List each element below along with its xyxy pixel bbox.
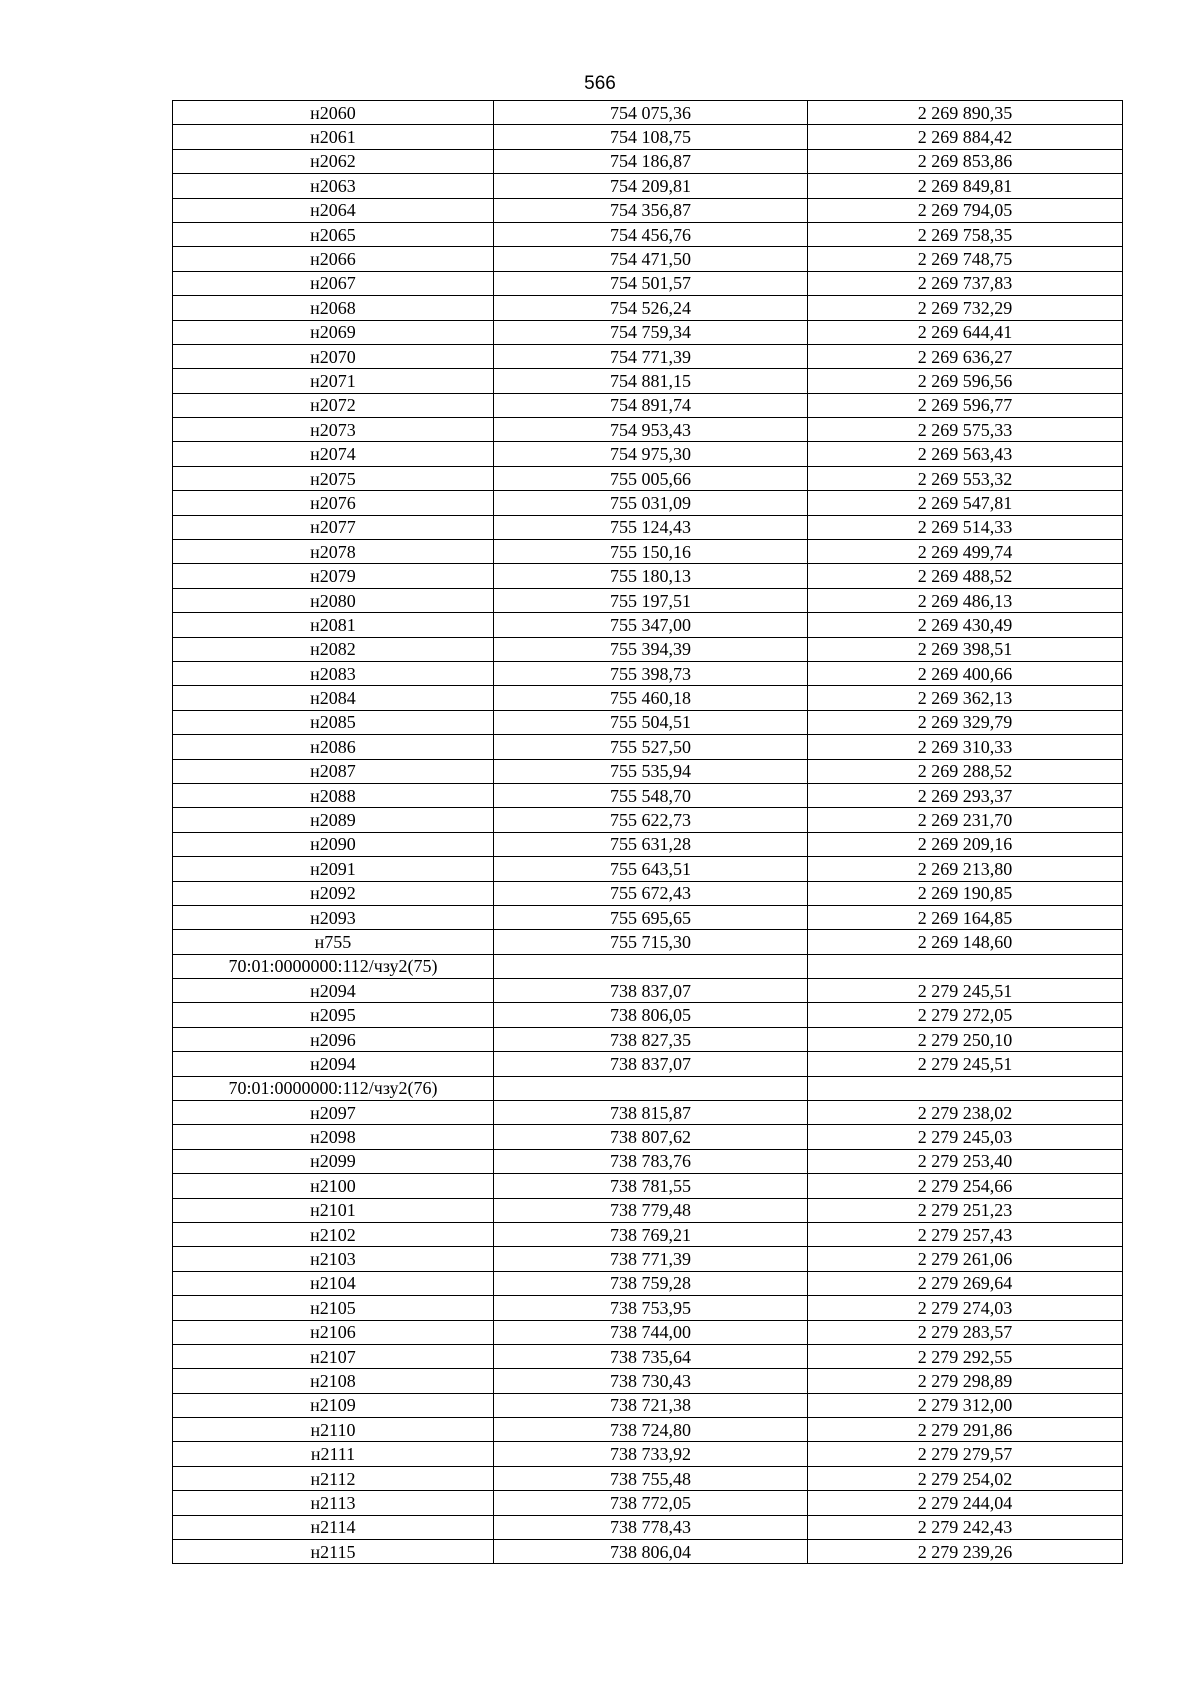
- x-coordinate-cell: 738 755,48: [494, 1466, 808, 1490]
- y-coordinate-cell: 2 269 362,13: [808, 686, 1123, 710]
- table-row: [173, 296, 1123, 320]
- table-row: [173, 1027, 1123, 1051]
- table-row: [173, 1052, 1123, 1076]
- table-row: [173, 125, 1123, 149]
- point-label-cell: н2095: [173, 1003, 494, 1027]
- y-coordinate-cell: 2 269 890,35: [808, 101, 1123, 125]
- point-label-cell: н2093: [173, 905, 494, 929]
- table-row: [173, 1369, 1123, 1393]
- table-row: [173, 540, 1123, 564]
- y-coordinate-cell: 2 279 245,03: [808, 1125, 1123, 1149]
- table-row: [173, 832, 1123, 856]
- y-coordinate-cell: 2 279 251,23: [808, 1198, 1123, 1222]
- point-label-cell: н2100: [173, 1174, 494, 1198]
- y-coordinate-cell: 2 269 213,80: [808, 857, 1123, 881]
- table-row: [173, 1418, 1123, 1442]
- point-label-cell: н2087: [173, 759, 494, 783]
- point-label-cell: н2081: [173, 613, 494, 637]
- y-coordinate-cell: 2 269 575,33: [808, 418, 1123, 442]
- y-coordinate-cell: 2 269 400,66: [808, 661, 1123, 685]
- y-coordinate-cell: 2 269 486,13: [808, 588, 1123, 612]
- x-coordinate-cell: 738 769,21: [494, 1222, 808, 1246]
- y-coordinate-cell: 2 269 636,27: [808, 344, 1123, 368]
- point-label-cell: н755: [173, 930, 494, 954]
- page-number: 566: [584, 73, 616, 94]
- table-row: [173, 857, 1123, 881]
- point-label-cell: н2069: [173, 320, 494, 344]
- y-coordinate-cell: 2 279 244,04: [808, 1491, 1123, 1515]
- y-coordinate-cell: 2 269 514,33: [808, 515, 1123, 539]
- point-label-cell: н2076: [173, 491, 494, 515]
- point-label-cell: н2082: [173, 637, 494, 661]
- point-label-cell: н2084: [173, 686, 494, 710]
- point-label-cell: 70:01:0000000:112/чзу2(75): [173, 954, 494, 978]
- point-label-cell: н2068: [173, 296, 494, 320]
- x-coordinate-cell: 755 622,73: [494, 808, 808, 832]
- table-row: [173, 613, 1123, 637]
- y-coordinate-cell: 2 269 288,52: [808, 759, 1123, 783]
- x-coordinate-cell: 755 150,16: [494, 540, 808, 564]
- point-label-cell: н2065: [173, 222, 494, 246]
- x-coordinate-cell: 754 108,75: [494, 125, 808, 149]
- point-label-cell: н2083: [173, 661, 494, 685]
- table-row: [173, 661, 1123, 685]
- y-coordinate-cell: 2 269 190,85: [808, 881, 1123, 905]
- table-row: [173, 442, 1123, 466]
- y-coordinate-cell: 2 279 239,26: [808, 1540, 1123, 1564]
- y-coordinate-cell: 2 279 254,66: [808, 1174, 1123, 1198]
- y-coordinate-cell: 2 279 238,02: [808, 1101, 1123, 1125]
- x-coordinate-cell: 755 504,51: [494, 710, 808, 734]
- point-label-cell: н2113: [173, 1491, 494, 1515]
- table-row: [173, 1344, 1123, 1368]
- table-row: [173, 588, 1123, 612]
- point-label-cell: н2092: [173, 881, 494, 905]
- table-row: [173, 905, 1123, 929]
- table-row: [173, 198, 1123, 222]
- table-row: [173, 491, 1123, 515]
- x-coordinate-cell: 738 806,04: [494, 1540, 808, 1564]
- y-coordinate-cell: 2 279 312,00: [808, 1393, 1123, 1417]
- table-row: [173, 1296, 1123, 1320]
- point-label-cell: н2078: [173, 540, 494, 564]
- point-label-cell: н2072: [173, 393, 494, 417]
- x-coordinate-cell: 754 501,57: [494, 271, 808, 295]
- y-coordinate-cell: 2 279 283,57: [808, 1320, 1123, 1344]
- table-row: [173, 1125, 1123, 1149]
- x-coordinate-cell: 755 527,50: [494, 735, 808, 759]
- table-row: [173, 1515, 1123, 1539]
- x-coordinate-cell: 754 526,24: [494, 296, 808, 320]
- table-row: [173, 759, 1123, 783]
- y-coordinate-cell: 2 269 430,49: [808, 613, 1123, 637]
- x-coordinate-cell: 754 975,30: [494, 442, 808, 466]
- x-coordinate-cell: 755 197,51: [494, 588, 808, 612]
- x-coordinate-cell: 738 783,76: [494, 1149, 808, 1173]
- y-coordinate-cell: 2 279 250,10: [808, 1027, 1123, 1051]
- table-row: [173, 735, 1123, 759]
- point-label-cell: н2094: [173, 979, 494, 1003]
- x-coordinate-cell: 738 730,43: [494, 1369, 808, 1393]
- table-row: [173, 344, 1123, 368]
- point-label-cell: н2108: [173, 1369, 494, 1393]
- y-coordinate-cell: 2 269 164,85: [808, 905, 1123, 929]
- point-label-cell: н2077: [173, 515, 494, 539]
- x-coordinate-cell: 738 781,55: [494, 1174, 808, 1198]
- point-label-cell: н2067: [173, 271, 494, 295]
- point-label-cell: н2105: [173, 1296, 494, 1320]
- x-coordinate-cell: 755 460,18: [494, 686, 808, 710]
- x-coordinate-cell: 755 394,39: [494, 637, 808, 661]
- y-coordinate-cell: 2 279 274,03: [808, 1296, 1123, 1320]
- point-label-cell: н2101: [173, 1198, 494, 1222]
- y-coordinate-cell: 2 279 279,57: [808, 1442, 1123, 1466]
- point-label-cell: н2061: [173, 125, 494, 149]
- point-label-cell: н2066: [173, 247, 494, 271]
- point-label-cell: н2103: [173, 1247, 494, 1271]
- x-coordinate-cell: 754 356,87: [494, 198, 808, 222]
- x-coordinate-cell: 738 744,00: [494, 1320, 808, 1344]
- x-coordinate-cell: 755 005,66: [494, 466, 808, 490]
- point-label-cell: н2074: [173, 442, 494, 466]
- point-label-cell: н2111: [173, 1442, 494, 1466]
- point-label-cell: н2073: [173, 418, 494, 442]
- y-coordinate-cell: 2 269 553,32: [808, 466, 1123, 490]
- y-coordinate-cell: 2 279 261,06: [808, 1247, 1123, 1271]
- table-row: [173, 1393, 1123, 1417]
- point-label-cell: 70:01:0000000:112/чзу2(76): [173, 1076, 494, 1100]
- table-row: [173, 686, 1123, 710]
- y-coordinate-cell: [808, 954, 1123, 978]
- point-label-cell: н2090: [173, 832, 494, 856]
- table-row: [173, 1466, 1123, 1490]
- y-coordinate-cell: 2 269 644,41: [808, 320, 1123, 344]
- x-coordinate-cell: 755 695,65: [494, 905, 808, 929]
- point-label-cell: н2094: [173, 1052, 494, 1076]
- table-row: [173, 1222, 1123, 1246]
- x-coordinate-cell: 738 807,62: [494, 1125, 808, 1149]
- point-label-cell: н2088: [173, 783, 494, 807]
- point-label-cell: н2115: [173, 1540, 494, 1564]
- point-label-cell: н2096: [173, 1027, 494, 1051]
- y-coordinate-cell: 2 279 292,55: [808, 1344, 1123, 1368]
- y-coordinate-cell: 2 269 329,79: [808, 710, 1123, 734]
- y-coordinate-cell: 2 269 853,86: [808, 149, 1123, 173]
- x-coordinate-cell: 754 456,76: [494, 222, 808, 246]
- point-label-cell: н2104: [173, 1271, 494, 1295]
- x-coordinate-cell: 738 778,43: [494, 1515, 808, 1539]
- y-coordinate-cell: 2 279 245,51: [808, 1052, 1123, 1076]
- x-coordinate-cell: 738 771,39: [494, 1247, 808, 1271]
- point-label-cell: н2060: [173, 101, 494, 125]
- x-coordinate-cell: 754 771,39: [494, 344, 808, 368]
- table-row: [173, 149, 1123, 173]
- x-coordinate-cell: 754 471,50: [494, 247, 808, 271]
- table-row: [173, 954, 1123, 978]
- point-label-cell: н2102: [173, 1222, 494, 1246]
- y-coordinate-cell: 2 269 732,29: [808, 296, 1123, 320]
- y-coordinate-cell: 2 269 398,51: [808, 637, 1123, 661]
- table-row: [173, 247, 1123, 271]
- y-coordinate-cell: 2 269 596,56: [808, 369, 1123, 393]
- y-coordinate-cell: 2 279 242,43: [808, 1515, 1123, 1539]
- table-row: [173, 1247, 1123, 1271]
- x-coordinate-cell: 738 735,64: [494, 1344, 808, 1368]
- table-row: [173, 174, 1123, 198]
- table-row: [173, 222, 1123, 246]
- x-coordinate-cell: [494, 1076, 808, 1100]
- y-coordinate-cell: 2 269 499,74: [808, 540, 1123, 564]
- table-row: [173, 271, 1123, 295]
- point-label-cell: н2110: [173, 1418, 494, 1442]
- x-coordinate-cell: 738 837,07: [494, 1052, 808, 1076]
- table-row: [173, 515, 1123, 539]
- x-coordinate-cell: 738 772,05: [494, 1491, 808, 1515]
- x-coordinate-cell: 755 548,70: [494, 783, 808, 807]
- table-row: [173, 710, 1123, 734]
- table-row: [173, 637, 1123, 661]
- x-coordinate-cell: 755 643,51: [494, 857, 808, 881]
- table-row: [173, 1149, 1123, 1173]
- x-coordinate-cell: 754 759,34: [494, 320, 808, 344]
- x-coordinate-cell: 738 721,38: [494, 1393, 808, 1417]
- y-coordinate-cell: 2 279 298,89: [808, 1369, 1123, 1393]
- y-coordinate-cell: 2 269 758,35: [808, 222, 1123, 246]
- table-row: [173, 1271, 1123, 1295]
- table-row: [173, 393, 1123, 417]
- point-label-cell: н2063: [173, 174, 494, 198]
- table-row: [173, 564, 1123, 588]
- x-coordinate-cell: 738 827,35: [494, 1027, 808, 1051]
- y-coordinate-cell: 2 269 884,42: [808, 125, 1123, 149]
- table-row: [173, 1491, 1123, 1515]
- table-row: [173, 369, 1123, 393]
- table-row: [173, 1003, 1123, 1027]
- x-coordinate-cell: 754 075,36: [494, 101, 808, 125]
- table-row: [173, 1101, 1123, 1125]
- x-coordinate-cell: 738 779,48: [494, 1198, 808, 1222]
- point-label-cell: н2098: [173, 1125, 494, 1149]
- y-coordinate-cell: 2 269 231,70: [808, 808, 1123, 832]
- point-label-cell: н2075: [173, 466, 494, 490]
- y-coordinate-cell: [808, 1076, 1123, 1100]
- y-coordinate-cell: 2 269 748,75: [808, 247, 1123, 271]
- x-coordinate-cell: 754 891,74: [494, 393, 808, 417]
- point-label-cell: н2086: [173, 735, 494, 759]
- y-coordinate-cell: 2 279 245,51: [808, 979, 1123, 1003]
- point-label-cell: н2107: [173, 1344, 494, 1368]
- x-coordinate-cell: 738 759,28: [494, 1271, 808, 1295]
- point-label-cell: н2089: [173, 808, 494, 832]
- table-row: [173, 808, 1123, 832]
- point-label-cell: н2091: [173, 857, 494, 881]
- table-row: [173, 1540, 1123, 1564]
- y-coordinate-cell: 2 279 257,43: [808, 1222, 1123, 1246]
- table-row: [173, 466, 1123, 490]
- y-coordinate-cell: 2 279 253,40: [808, 1149, 1123, 1173]
- table-row: [173, 1442, 1123, 1466]
- x-coordinate-cell: 755 672,43: [494, 881, 808, 905]
- table-row: [173, 101, 1123, 125]
- table-row: [173, 1174, 1123, 1198]
- point-label-cell: н2085: [173, 710, 494, 734]
- point-label-cell: н2109: [173, 1393, 494, 1417]
- y-coordinate-cell: 2 279 272,05: [808, 1003, 1123, 1027]
- point-label-cell: н2070: [173, 344, 494, 368]
- y-coordinate-cell: 2 269 209,16: [808, 832, 1123, 856]
- x-coordinate-cell: 755 715,30: [494, 930, 808, 954]
- x-coordinate-cell: [494, 954, 808, 978]
- y-coordinate-cell: 2 269 148,60: [808, 930, 1123, 954]
- table-row: [173, 881, 1123, 905]
- table-row: [173, 1198, 1123, 1222]
- point-label-cell: н2106: [173, 1320, 494, 1344]
- x-coordinate-cell: 755 031,09: [494, 491, 808, 515]
- point-label-cell: н2114: [173, 1515, 494, 1539]
- x-coordinate-cell: 738 837,07: [494, 979, 808, 1003]
- x-coordinate-cell: 755 631,28: [494, 832, 808, 856]
- x-coordinate-cell: 738 806,05: [494, 1003, 808, 1027]
- x-coordinate-cell: 754 186,87: [494, 149, 808, 173]
- y-coordinate-cell: 2 269 737,83: [808, 271, 1123, 295]
- coordinates-table-body: [173, 101, 1123, 1564]
- x-coordinate-cell: 738 753,95: [494, 1296, 808, 1320]
- point-label-cell: н2079: [173, 564, 494, 588]
- point-label-cell: н2097: [173, 1101, 494, 1125]
- table-row: [173, 1320, 1123, 1344]
- table-row: [173, 979, 1123, 1003]
- y-coordinate-cell: 2 269 293,37: [808, 783, 1123, 807]
- x-coordinate-cell: 738 733,92: [494, 1442, 808, 1466]
- x-coordinate-cell: 738 724,80: [494, 1418, 808, 1442]
- x-coordinate-cell: 755 347,00: [494, 613, 808, 637]
- x-coordinate-cell: 755 535,94: [494, 759, 808, 783]
- point-label-cell: н2062: [173, 149, 494, 173]
- table-row: [173, 320, 1123, 344]
- y-coordinate-cell: 2 279 291,86: [808, 1418, 1123, 1442]
- table-row: [173, 930, 1123, 954]
- point-label-cell: н2064: [173, 198, 494, 222]
- y-coordinate-cell: 2 269 794,05: [808, 198, 1123, 222]
- point-label-cell: н2071: [173, 369, 494, 393]
- point-label-cell: н2112: [173, 1466, 494, 1490]
- y-coordinate-cell: 2 279 269,64: [808, 1271, 1123, 1295]
- x-coordinate-cell: 754 881,15: [494, 369, 808, 393]
- point-label-cell: н2080: [173, 588, 494, 612]
- y-coordinate-cell: 2 279 254,02: [808, 1466, 1123, 1490]
- y-coordinate-cell: 2 269 596,77: [808, 393, 1123, 417]
- y-coordinate-cell: 2 269 547,81: [808, 491, 1123, 515]
- point-label-cell: н2099: [173, 1149, 494, 1173]
- x-coordinate-cell: 754 953,43: [494, 418, 808, 442]
- x-coordinate-cell: 738 815,87: [494, 1101, 808, 1125]
- y-coordinate-cell: 2 269 310,33: [808, 735, 1123, 759]
- x-coordinate-cell: 755 398,73: [494, 661, 808, 685]
- x-coordinate-cell: 755 180,13: [494, 564, 808, 588]
- x-coordinate-cell: 754 209,81: [494, 174, 808, 198]
- y-coordinate-cell: 2 269 563,43: [808, 442, 1123, 466]
- table-row: [173, 418, 1123, 442]
- x-coordinate-cell: 755 124,43: [494, 515, 808, 539]
- table-row: [173, 1076, 1123, 1100]
- table-row: [173, 783, 1123, 807]
- coordinates-table: [172, 100, 1123, 1564]
- y-coordinate-cell: 2 269 488,52: [808, 564, 1123, 588]
- y-coordinate-cell: 2 269 849,81: [808, 174, 1123, 198]
